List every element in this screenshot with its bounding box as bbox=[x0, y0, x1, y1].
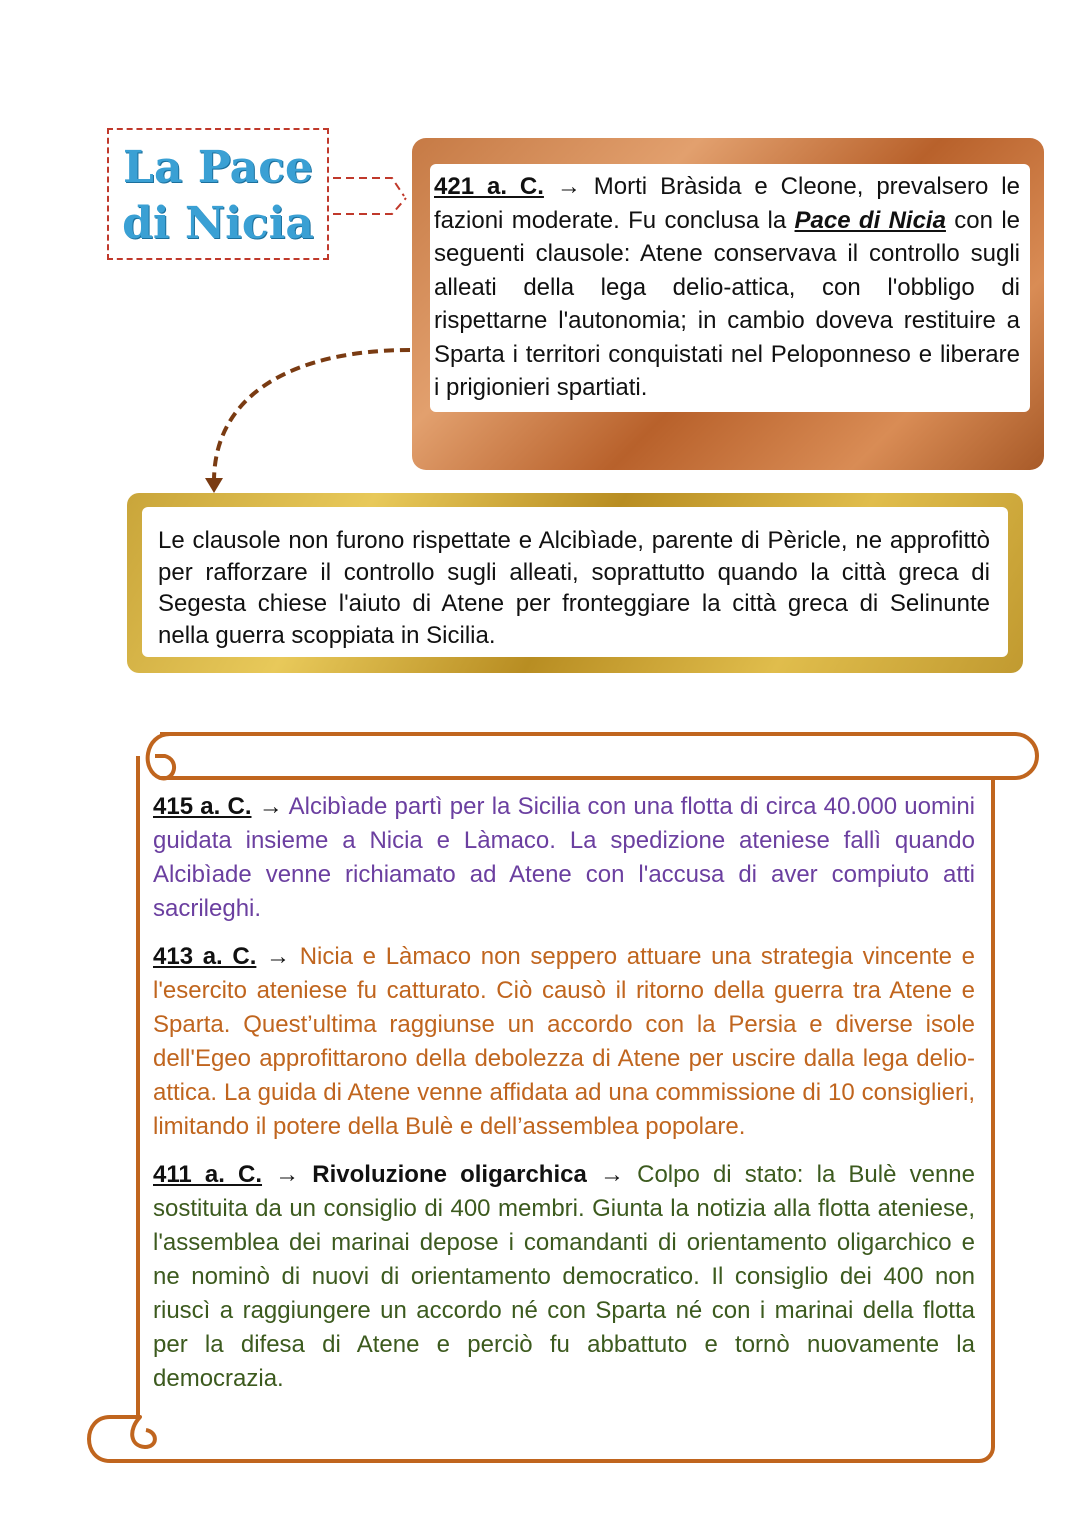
entry-415-text: Alcibìade partì per la Sicilia con una flotta di circa 40.000 uomini guidata insieme a Nicia e Làmaco. La spedizione ateniese fallì quando Alcibìade venne richiamato ad Atene con l'accusa di aver compiuto atti sacrileghi. bbox=[153, 793, 975, 922]
timeline-entry-415 bbox=[153, 790, 975, 926]
date-413: 413 a. C. bbox=[153, 943, 257, 970]
clauses-text: Le clausole non furono rispettate e Alcibìade, parente di Pèricle, ne approfittò per rafforzare il controllo sugli alleati, soprattutto quando la città greca di Segesta chiese l'aiuto di Atene per fronteggiare la città greca di Selinunte nella guerra scoppiata in Sicilia. bbox=[158, 527, 990, 649]
arrow-icon: → bbox=[258, 793, 283, 820]
box1-emphasis: Pace di Nicia bbox=[794, 206, 946, 234]
date-411: 411 a. C. bbox=[153, 1161, 263, 1188]
scroll-bottom-curl bbox=[89, 1417, 155, 1461]
title-line-2: di Nicia bbox=[122, 198, 314, 249]
arrow-icon: → bbox=[266, 943, 291, 970]
clauses-inner bbox=[142, 507, 1008, 657]
arrow-icon: → bbox=[556, 173, 581, 200]
entry-413-text: Nicia e Làmaco non seppero attuare una strategia vincente e l'esercito ateniese fu catturato. Ciò causò il ritorno della guerra tra Atene e Sparta. Quest’ultima raggiunse un accordo con la Persia e diverse isole dell'Egeo approfittarono della debolezza di Atene per uscire dalla lega delio-attica. La guida di Atene venne affidata ad una commissione di 10 consiglieri, limitando il potere della Bulè e dell’assemblea popolare. bbox=[153, 943, 975, 1140]
title-arrow-bottom bbox=[333, 198, 406, 214]
timeline-entry-413 bbox=[153, 940, 975, 1144]
entry-411-heading: Rivoluzione oligarchica bbox=[312, 1161, 587, 1188]
entry-411-text: Colpo di stato: la Bulè venne sostituita da un consiglio di 400 membri. Giunta la notizia alla flotta ateniese, l'assemblea dei marinai depose i comandanti di orientamento oligarchico e ne nominò di nuovi di orientamento democratico. Il consiglio dei 400 non riuscì a raggiungere un accordo né con Sparta né con i marinai della flotta per la difesa di Atene e perciò fu abbattuto e tornò nuovamente la democrazia. bbox=[153, 1161, 975, 1392]
connector-line bbox=[214, 350, 410, 480]
title-line-1: La Pace bbox=[123, 142, 313, 193]
box1-text-a: Morti Bràsida e Cleone, prevalsero le fazioni moderate. Fu conclusa la bbox=[434, 173, 1020, 234]
title-box bbox=[107, 128, 329, 260]
scroll-top-roll bbox=[160, 734, 1037, 778]
arrow-icon: → bbox=[275, 1161, 300, 1188]
title-arrow-top bbox=[333, 178, 404, 196]
timeline bbox=[153, 790, 975, 1410]
date-415: 415 a. C. bbox=[153, 793, 252, 820]
date-421: 421 a. C. bbox=[434, 173, 544, 200]
connector-arrowhead bbox=[205, 478, 223, 493]
arrow-icon: → bbox=[599, 1161, 624, 1188]
timeline-entry-411 bbox=[153, 1158, 975, 1396]
clauses-box bbox=[127, 493, 1023, 673]
peace-of-nicias-inner bbox=[430, 164, 1030, 412]
scroll-top-curl bbox=[148, 734, 174, 778]
box1-text-b: con le seguenti clausole: Atene conservava il controllo sugli alleati della lega delio-attica, con l'obbligo di rispettarne l'autonomia; in cambio doveva restituire a Sparta i territori conquistati nel Peloponneso e liberare i prigionieri spartiati. bbox=[434, 206, 1021, 401]
peace-of-nicias-text bbox=[434, 170, 1020, 405]
page-title bbox=[109, 140, 327, 252]
peace-of-nicias-box bbox=[412, 138, 1044, 470]
